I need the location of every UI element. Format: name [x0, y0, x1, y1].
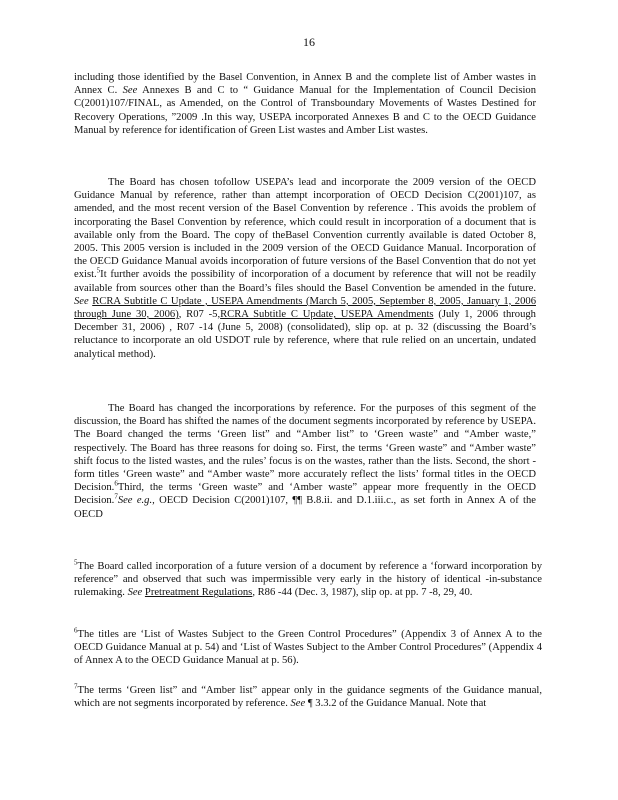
footnote-5-text: The Board called incorporation of a future version of a document by reference a ‘forward incorporation by reference” and observed that such was impermissible very early in the history of identical -in-substance rulemaking.	[74, 561, 542, 599]
p2-docket: , R07 -5,	[178, 309, 221, 321]
footnote-number: 7	[74, 682, 78, 691]
paragraph-board-changed	[74, 402, 536, 521]
page-number: 16	[303, 35, 315, 49]
footnote-5	[74, 560, 542, 600]
footnote-6-text: The titles are ‘List of Wastes Subject to the Green Control Procedures” (Appendix 3 of Annex A to the OECD Guidance Manual at p. 54) and ‘List of Wastes Subject to the Amber Control Procedures” (Appendix 4 of Annex A to the OECD Guidance Manual at p. 56).	[74, 629, 542, 667]
p3-text-a: The Board has changed the incorporations by reference. For the purposes of this segment of the discussion, the Board has shifted the names of the document segments incorporated by reference by USEPA. The Board changed the terms ‘Green list” and “Amber list” to ‘Green waste” and “Amber waste,” respectively. The Board has three reasons for doing so. First, the terms ‘Green waste” and “Amber waste” shift focus to the listed wastes, and the rules’ focus is on the wastes, rather than the lists. Second, the short -form titles ‘Green waste” and “Amber waste” more accurately reflect the lists’ formal titles in the OECD Decision.	[74, 403, 536, 494]
footnote-number: 5	[74, 558, 78, 567]
footnote-5-text-b: , R86 -44 (Dec. 3, 1987), slip op. at pp. 7 -8, 29, 40.	[252, 587, 473, 599]
see-signal: See	[122, 85, 138, 97]
footnote-number: 6	[74, 626, 78, 635]
p3-text-b: Third, the terms ‘Green waste” and ‘Amber waste” appear more frequently in the OECD Decision.	[74, 482, 536, 507]
p2-text-f: (July 1, 2006 through December 31, 2006) , R07 -14 (June 5, 2008) (consolidated), slip op. at p. 32 (discussing the Board’s reluctance to incorporate an old USDOT rule by reference, where that rule relied on an uncertain, undated analytical method).	[74, 309, 536, 360]
see-signal: See	[290, 698, 306, 710]
p2-text-a: The Board has chosen tofollow USEPA’s lead and incorporate the 2009 version of the OECD Guidance Manual by reference, rather than attempt incorporation of OECD Decision C(2001)107, as amended, and the most recent version of the Basel Convention by reference . This avoids the problem of incorporating the Basel Convention by reference, which could result in incorporation of a document that is available only from the Board. The copy of theBasel Convention currently available is dated October 8, 2005. This 2005 version is included in the 2009 version of the OECD Guidance Manual. Incorporation of the OECD Guidance Manual avoids incorporation of future versions of the Basel Convention that do not yet exist.	[74, 177, 536, 281]
see-signal: See e.g.,	[117, 495, 155, 507]
footnote-ref-6: 6	[114, 479, 118, 488]
p2-text-b: It further avoids the possibility of incorporation of a document by reference that will not be readily available from sources other than the Board’s files should the Basel Convention be amended in the future.	[74, 269, 536, 294]
see-signal: See	[127, 587, 143, 599]
citation-rcra-update: RCRA Subtitle C Update , USEPA Amendments (March 5, 2005, September 8, 2005, January 1, 2006 through June 30, 2006)	[74, 295, 536, 321]
paragraph-continuation	[74, 71, 536, 137]
footnote-ref-7: 7	[114, 492, 118, 501]
paragraph-board-chosen	[74, 176, 536, 361]
citation-pretreatment: Pretreatment Regulations	[144, 587, 253, 599]
p1-text: including those identified by the Basel Convention, in Annex B and the complete list of Amber wastes in Annex C.	[74, 72, 536, 97]
footnote-ref-5: 5	[96, 266, 101, 275]
p3-text-c: OECD Decision C(2001)107, ¶¶ B.8.ii. and D.1.iii.c., as set forth in Annex A of the OECD	[74, 495, 536, 520]
footnote-7-text: The terms ‘Green list” and “Amber list” appear only in the guidance segments of the Guidance manual, which are not segments incorporated by reference.	[74, 685, 542, 710]
citation-rcra-update-2: RCRA Subtitle C Update, USEPA Amendments	[220, 309, 434, 321]
footnote-7	[74, 684, 542, 710]
p1-text-b: Annexes B and C to “ Guidance Manual for the Implementation of Council Decision C(2001)107/FINAL, as Amended, on the Control of Transboundary Movements of Wastes Destined for Recovery Operations, ”2009 .In this way, USEPA incorporated Annexes B and C to the OECD Guidance Manual by reference for identification of Green List wastes and Amber List wastes.	[74, 85, 536, 136]
footnote-7-text-b: ¶ 3.3.2 of the Guidance Manual. Note that	[307, 698, 487, 710]
see-signal: See	[74, 295, 89, 307]
footnote-6	[74, 628, 542, 668]
